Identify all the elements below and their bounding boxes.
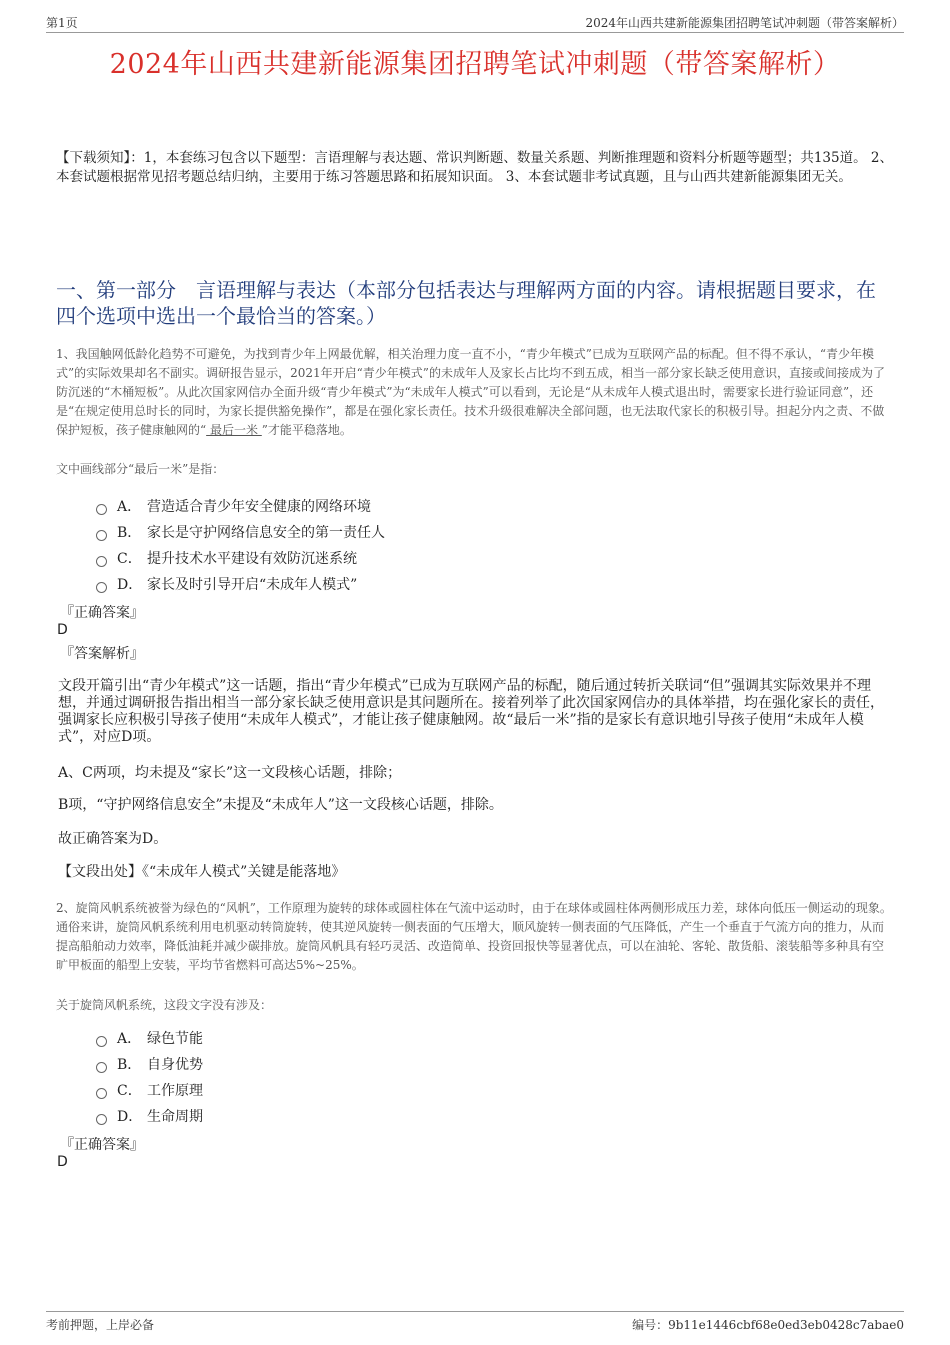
- q1-analysis-paragraph: 故正确答案为D。: [58, 831, 168, 847]
- option-text: 提升技术水平建设有效防沉迷系统: [147, 551, 357, 567]
- document-title: 2024年山西共建新能源集团招聘笔试冲刺题（带答案解析）: [109, 49, 841, 80]
- option-text: 自身优势: [147, 1057, 203, 1073]
- q1-analysis-paragraph: 文段开篇引出“青少年模式”这一话题，指出“青少年模式”已成为互联网产品的标配，随后通过转折关联词“但”强调其实际效果并不理想，并通过调研报告指出相当一部分家长缺乏使用意识是其问题所在。接着列举了此次国家网信办的具体举措，均在强化家长的责任，强调家长应积极引导孩子使用“未成年人模式”，才能让孩子健康触网。故“最后一米”指的是家长有意识地引导孩子使用“未成年人模式”，对应D项。: [58, 678, 884, 745]
- q2-option-a[interactable]: [96, 1028, 203, 1048]
- question-1-prompt: 文中画线部分“最后一米”是指：: [56, 462, 225, 476]
- q1-source: 【文段出处】《“未成年人模式”关键是能落地》: [58, 864, 346, 880]
- q1-analysis-paragraph: B项，“守护网络信息安全”未提及“未成年人”这一文段核心话题，排除。: [58, 797, 503, 813]
- underlined-phrase: 最后一米: [206, 423, 262, 437]
- radio-icon[interactable]: [96, 1036, 107, 1047]
- q2-answer-label: 『正确答案』: [60, 1137, 144, 1153]
- q1-option-c[interactable]: [96, 548, 357, 568]
- page-footer: [46, 1311, 904, 1332]
- radio-icon[interactable]: [96, 556, 107, 567]
- option-text: 绿色节能: [147, 1031, 203, 1047]
- radio-icon[interactable]: [96, 1114, 107, 1125]
- q2-answer: D: [57, 1154, 68, 1170]
- q2-option-b[interactable]: [96, 1054, 203, 1074]
- radio-icon[interactable]: [96, 1062, 107, 1073]
- option-text: 家长是守护网络信息安全的第一责任人: [147, 525, 385, 541]
- q1-option-d[interactable]: [96, 574, 357, 594]
- option-text: 家长及时引导开启“未成年人模式”: [147, 577, 358, 593]
- footer-slogan: 考前押题，上岸必备: [46, 1318, 155, 1332]
- footer-serial: 编号：9b11e1446cbf68e0ed3eb0428c7abae0: [632, 1318, 904, 1332]
- radio-icon[interactable]: [96, 530, 107, 541]
- option-letter: B．: [117, 525, 142, 541]
- header-doc-title: 2024年山西共建新能源集团招聘笔试冲刺题（带答案解析）: [585, 16, 904, 30]
- q2-option-c[interactable]: [96, 1080, 203, 1100]
- q1-analysis-label: 『答案解析』: [60, 646, 144, 662]
- option-letter: B．: [117, 1057, 142, 1073]
- q1-analysis-paragraph: A、C两项，均未提及“家长”这一文段核心话题，排除；: [58, 765, 402, 781]
- radio-icon[interactable]: [96, 582, 107, 593]
- q2-option-d[interactable]: [96, 1106, 203, 1126]
- q1-option-b[interactable]: [96, 522, 385, 542]
- option-letter: D．: [117, 577, 143, 593]
- q1-option-a[interactable]: [96, 496, 371, 516]
- option-text: 工作原理: [147, 1083, 203, 1099]
- passage-text: 1、我国触网低龄化趋势不可避免，为找到青少年上网最优解，相关治理力度一直不小，“青少年模式”已成为互联网产品的标配。但不得不承认，“青少年模式”的实际效果却名不副实。调研报告显示，2021年开启“青少年模式”的未成年人及家长占比均不到五成，相当一部分家长缺乏使用意识，直接或间接成为了防沉迷的“木桶短板”。从此次国家网信办全面升级“青少年模式”为“未成年人模式”可以看到，无论是“从未成年人模式退出时，需要家长进行验证同意”，还是“在规定使用总时长的同时，为家长提供豁免操作”，都是在强化家长责任。技术升级很难解决全部问题，也无法取代家长的积极引导。担起分内之责、不做保护短板，孩子健康触网的“: [56, 347, 885, 437]
- question-1-passage: [56, 345, 894, 440]
- radio-icon[interactable]: [96, 1088, 107, 1099]
- page-header: [46, 12, 904, 33]
- option-letter: D．: [117, 1109, 143, 1125]
- page-number: 第1页: [46, 16, 78, 30]
- radio-icon[interactable]: [96, 504, 107, 515]
- option-letter: A．: [117, 499, 142, 515]
- section-heading: 一、第一部分 言语理解与表达（本部分包括表达与理解两方面的内容。请根据题目要求，在四个选项中选出一个最恰当的答案。）: [56, 278, 876, 328]
- passage-text-end: ”才能平稳落地。: [261, 423, 352, 437]
- option-letter: A．: [117, 1031, 142, 1047]
- option-text: 营造适合青少年安全健康的网络环境: [147, 499, 371, 515]
- option-letter: C．: [117, 551, 142, 567]
- option-text: 生命周期: [147, 1109, 203, 1125]
- question-2-passage: 2、旋筒风帆系统被誉为绿色的“风帆”，工作原理为旋转的球体或圆柱体在气流中运动时，由于在球体或圆柱体两侧形成压力差，球体向低压一侧运动的现象。通俗来讲，旋筒风帆系统利用电机驱动转筒旋转，使其逆风旋转一侧表面的气压增大，顺风旋转一侧表面的气压降低，产生一个垂直于气流方向的推力，从而提高船舶动力效率，降低油耗并减少碳排放。旋筒风帆具有轻巧灵活、改造简单、投资回报快等显著优点，可以在油轮、客轮、散货船、滚装船等多种具有空旷甲板面的船型上安装，平均节省燃料可高达5%~25%。: [56, 901, 892, 972]
- option-letter: C．: [117, 1083, 142, 1099]
- question-2-prompt: 关于旋筒风帆系统，这段文字没有涉及：: [56, 998, 273, 1012]
- q1-answer: D: [57, 622, 68, 638]
- q1-answer-label: 『正确答案』: [60, 605, 144, 621]
- download-notice: 【下载须知】：1，本套练习包含以下题型：言语理解与表达题、常识判断题、数量关系题、判断推理题和资料分析题等题型；共135道。 2、本套试题根据常见招考题总结归纳，主要用于练习答题思路和拓展知识面。 3、本套试题非考试真题，且与山西共建新能源集团无关。: [56, 150, 893, 185]
